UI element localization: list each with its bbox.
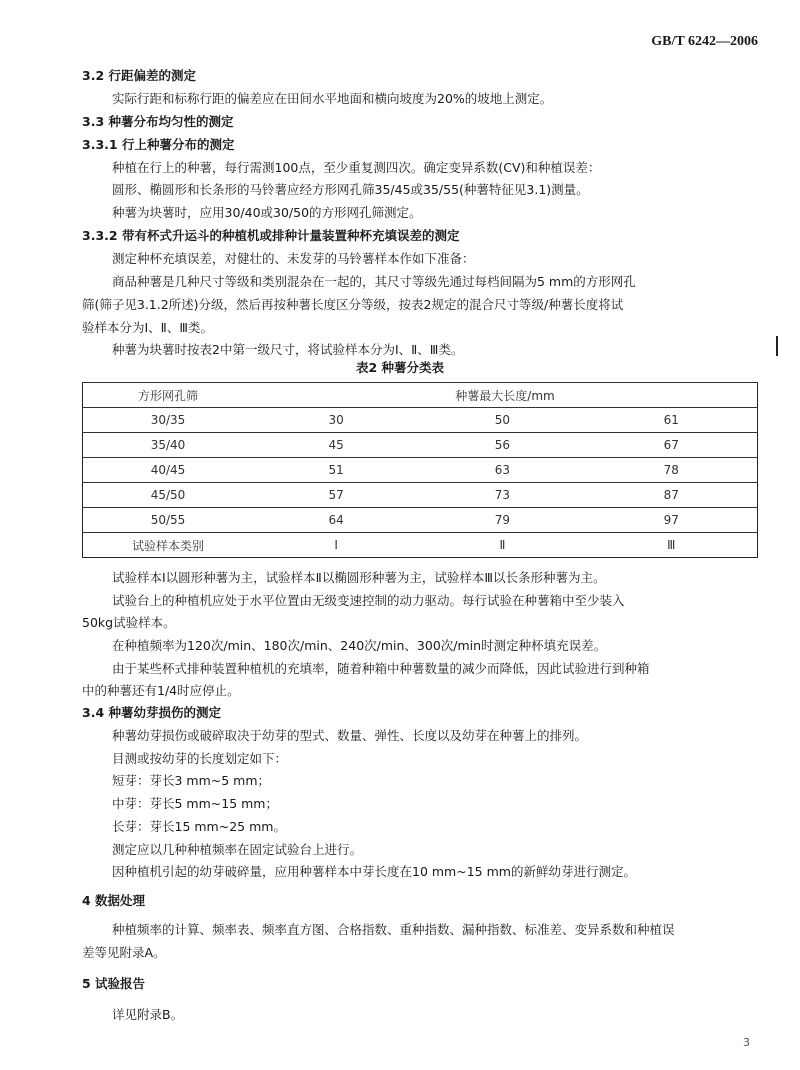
- paragraph: 由于某些杯式排种装置种植机的充填率，随着种箱中种薯数量的减少而降低，因此试验进行到种箱: [112, 661, 650, 676]
- table-cell: 78: [586, 458, 758, 483]
- paragraph: 因种植机引起的幼芽破碎量，应用种薯样本中芽长度在10 mm~15 mm的新鲜幼芽进行测定。: [112, 864, 636, 879]
- table-cell: 50/55: [83, 508, 254, 533]
- section-heading-3-3: 3.3 种薯分布均匀性的测定: [82, 114, 234, 129]
- paragraph: 测定应以几种种植频率在固定试验台上进行。: [112, 842, 363, 857]
- paragraph: 目测或按幼芽的长度划定如下：: [112, 751, 288, 766]
- paragraph: 圆形、椭圆形和长条形的马铃薯应经方形网孔筛35/45或35/55(种薯特征见3.1)测量。: [112, 182, 589, 197]
- page-number: 3: [743, 1036, 750, 1049]
- paragraph: 短芽：芽长3 mm~5 mm；: [112, 773, 271, 788]
- section-heading-4: 4 数据处理: [82, 893, 146, 908]
- table-row: [83, 433, 758, 458]
- table-cell: 63: [419, 458, 585, 483]
- header-cell: 方形网孔筛: [83, 383, 254, 408]
- table-cell: 61: [586, 408, 758, 433]
- paragraph: 试验台上的种植机应处于水平位置由无级变速控制的动力驱动。每行试验在种薯箱中至少装入: [112, 593, 625, 608]
- table-caption: 表2 种薯分类表: [355, 360, 445, 375]
- table-cell: 67: [586, 433, 758, 458]
- table-cell: 45/50: [83, 483, 254, 508]
- paragraph: 中芽：芽长5 mm~15 mm；: [112, 796, 278, 811]
- table-cell: 40/45: [83, 458, 254, 483]
- paragraph: 验样本分为Ⅰ、Ⅱ、Ⅲ类。: [82, 320, 213, 335]
- paragraph: 长芽：芽长15 mm~25 mm。: [112, 819, 286, 834]
- table-row: [83, 533, 758, 558]
- table-row: [83, 408, 758, 433]
- paragraph: 商品种薯是几种尺寸等级和类别混杂在一起的，其尺寸等级先通过每档间隔为5 mm的方形网孔: [112, 274, 636, 289]
- table-cell: 64: [253, 508, 419, 533]
- table-row: [83, 458, 758, 483]
- section-heading-3-4: 3.4 种薯幼芽损伤的测定: [82, 705, 221, 720]
- table-cell: Ⅰ: [253, 533, 419, 558]
- table-cell: 97: [586, 508, 758, 533]
- paragraph: 50kg试验样本。: [82, 615, 176, 630]
- table-cell: Ⅲ: [586, 533, 758, 558]
- section-heading-3-3-1: 3.3.1 行上种薯分布的测定: [82, 137, 235, 152]
- paragraph: 种植频率的计算、频率表、频率直方图、合格指数、重种指数、漏种指数、标准差、变异系数和种植误: [112, 922, 675, 937]
- header-cell: 种薯最大长度/mm: [253, 383, 758, 408]
- section-heading-3-2: 3.2 行距偏差的测定: [82, 68, 196, 83]
- table-cell: 87: [586, 483, 758, 508]
- table-cell: 45: [253, 433, 419, 458]
- potato-classification-table: [82, 382, 758, 558]
- section-heading-5: 5 试验报告: [82, 976, 146, 991]
- table-cell: 试验样本类别: [83, 533, 254, 558]
- paragraph: 种薯幼芽损伤或破碎取决于幼芽的型式、数量、弹性、长度以及幼芽在种薯上的排列。: [112, 728, 588, 743]
- table-row: [83, 508, 758, 533]
- table-cell: Ⅱ: [419, 533, 585, 558]
- table-cell: 30: [253, 408, 419, 433]
- table-cell: 30/35: [83, 408, 254, 433]
- table-cell: 79: [419, 508, 585, 533]
- section-heading-3-3-2: 3.3.2 带有杯式升运斗的种植机或排种计量装置种杯充填误差的测定: [82, 228, 460, 243]
- paragraph: 筛(筛子见3.1.2所述)分级，然后再按种薯长度区分等级，按表2规定的混合尺寸等级/种薯长度将试: [82, 297, 624, 312]
- paragraph: 试验样本Ⅰ以圆形种薯为主，试验样本Ⅱ以椭圆形种薯为主，试验样本Ⅲ以长条形种薯为主。: [112, 570, 606, 585]
- table-cell: 51: [253, 458, 419, 483]
- change-bar: [776, 336, 778, 356]
- table-row: [83, 483, 758, 508]
- table-header-row: [83, 383, 758, 408]
- table-cell: 50: [419, 408, 585, 433]
- paragraph: 种薯为块薯时按表2中第一级尺寸，将试验样本分为Ⅰ、Ⅱ、Ⅲ类。: [112, 342, 464, 357]
- paragraph: 种植在行上的种薯，每行需测100点，至少重复测四次。确定变异系数(CV)和种植误差：: [112, 160, 601, 175]
- table-cell: 57: [253, 483, 419, 508]
- table-cell: 56: [419, 433, 585, 458]
- paragraph: 差等见附录A。: [82, 945, 166, 960]
- paragraph: 详见附录B。: [112, 1007, 184, 1022]
- table-cell: 35/40: [83, 433, 254, 458]
- standard-number: GB/T 6242—2006: [651, 34, 758, 49]
- paragraph: 测定种杯充填误差，对健壮的、未发芽的马铃薯样本作如下准备：: [112, 251, 475, 266]
- paragraph: 种薯为块薯时，应用30/40或30/50的方形网孔筛测定。: [112, 205, 422, 220]
- paragraph: 在种植频率为120次/min、180次/min、240次/min、300次/min时测定种杯填充误差。: [112, 638, 607, 653]
- paragraph: 实际行距和标称行距的偏差应在田间水平地面和横向坡度为20%的坡地上测定。: [112, 91, 553, 106]
- paragraph: 中的种薯还有1/4时应停止。: [82, 683, 240, 698]
- table-cell: 73: [419, 483, 585, 508]
